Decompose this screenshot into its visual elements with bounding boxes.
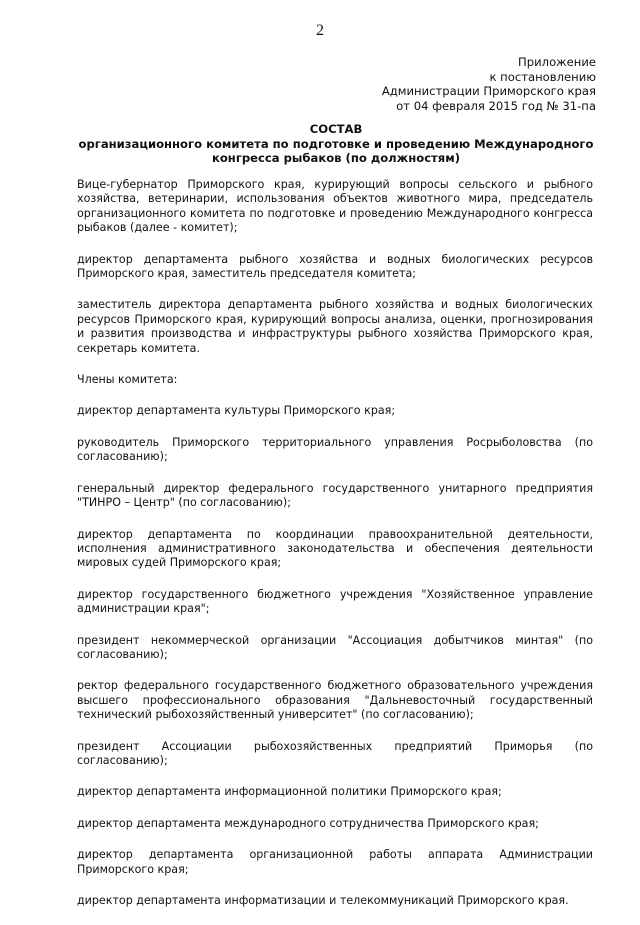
list-item: директор департамента международного сотрудничества Приморского края;: [77, 816, 539, 830]
page-number: 2: [316, 22, 324, 39]
list-item: директор департамента организационной работы аппарата Администрации Приморского края;: [77, 848, 593, 876]
appendix-line: к постановлению: [489, 69, 596, 84]
list-item: президент некоммерческой организации "Ассоциация добытчиков минтая" (по согласованию);: [77, 633, 593, 661]
title-line: СОСТАВ: [309, 122, 363, 136]
list-item: генеральный директор федерального государственного унитарного предприятия "ТИНРО – Центр" (по согласованию);: [77, 481, 593, 510]
appendix-line: Приложение: [518, 55, 596, 69]
list-item: ректор федерального государственного бюджетного образовательного учреждения высшего профессионального образования "Дальневосточный государственный технический рыбохозяйственный университет" (по согласованию);: [77, 679, 593, 722]
title-line: конгресса рыбаков (по должностям): [211, 151, 461, 166]
title-line: организационного комитета по подготовке и проведению Международного: [78, 136, 594, 151]
list-item: директор департамента рыбного хозяйства и водных биологических ресурсов Приморского края, заместитель председателя комитета;: [77, 252, 593, 281]
list-item: директор государственного бюджетного учреждения "Хозяйственное управление администрации края";: [77, 587, 593, 616]
list-item: директор департамента информационной политики Приморского края;: [77, 785, 502, 799]
list-item: Вице-губернатор Приморского края, курирующий вопросы сельского и рыбного хозяйства, ветеринарии, использования объектов животного мира, председатель организационного комитета по подготовке и проведению Международного конгресса рыбаков (далее - комитет);: [77, 178, 593, 235]
list-item: руководитель Приморского территориального управления Росрыболовства (по согласованию);: [77, 435, 593, 464]
committee-list: [77, 178, 593, 925]
list-item: директор департамента по координации правоохранительной деятельности, исполнения административного законодательства и обеспечения деятельности мировых судей Приморского края;: [77, 527, 593, 570]
members-label: Члены комитета:: [77, 373, 178, 387]
appendix-line: Администрации Приморского края: [381, 84, 596, 98]
appendix-line: от 04 февраля 2015 год № 31-па: [396, 98, 596, 113]
list-item: президент Ассоциации рыбохозяйственных предприятий Приморья (по согласованию);: [77, 739, 593, 767]
appendix-header: [382, 55, 596, 113]
document-title: [60, 122, 612, 166]
list-item: заместитель директора департамента рыбного хозяйства и водных биологических ресурсов Приморского края, курирующий вопросы анализа, оценки, прогнозирования и развития производства и инфраструктуры рыбного хозяйства Приморского края, секретарь комитета.: [77, 298, 593, 355]
list-item: директор департамента культуры Приморского края;: [77, 404, 396, 418]
list-item: директор департамента информатизации и телекоммуникаций Приморского края.: [77, 894, 569, 907]
